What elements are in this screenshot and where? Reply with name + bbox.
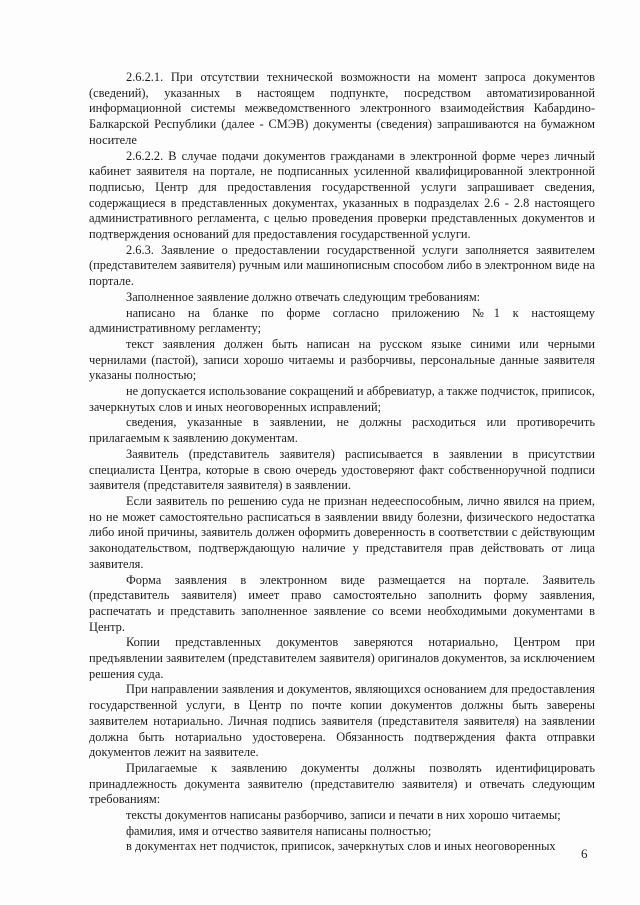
paragraph-power-of-attorney: Если заявитель по решению суда не признан недееспособным, лично явился на прием, но не может самостоятельно расписаться в заявлении ввиду болезни, физического недостатка либо иной причины, заявитель должен оформить доверенность в соответствии с действующим законодательством, подтверждающую наличие у представителя прав действовать от лица заявителя. (89, 493, 595, 571)
paragraph-requirements-intro: Заполненное заявление должно отвечать следующим требованиям: (126, 289, 481, 304)
paragraph-requirement-consistency: сведения, указанные в заявлении, не должны расходиться или противоречить прилагаемым к заявлению документам. (89, 415, 595, 446)
paragraph-attachments: Прилагаемые к заявлению документы должны позволять идентифицировать принадлежность документа заявителю (представителю заявителя) и отвечать следующим требованиям: (89, 760, 595, 807)
paragraph-postal: При направлении заявления и документов, являющихся основанием для предоставления государственной услуги, в Центр по почте копии документов должны быть заверены заявителем нотариально. Личная подпись заявителя (представителя заявителя) на заявлении должна быть нотариально удостоверена. Обязанность подтверждения факта отправки документов лежит на заявителе. (89, 682, 595, 760)
paragraph-electronic-form: Форма заявления в электронном виде размещается на портале. Заявитель (представитель заявителя) имеет право самостоятельно заполнить форму заявления, распечатать и представить заполненное заявление со всеми необходимыми документами в Центр. (89, 572, 595, 634)
paragraph-copies: Копии представленных документов заверяются нотариально, Центром при предъявлении заявителем (представителем заявителя) оригиналов документов, за исключением решения суда. (89, 635, 595, 681)
paragraph-requirement-form: написано на бланке по форме согласно приложению №1 к настоящему административному регламенту; (89, 305, 595, 336)
paragraph-attachment-no-erasures: в документах нет подчисток, приписок, зачеркнутых слов и иных неоговоренных (126, 839, 556, 854)
paragraph-2-6-2-2: 2.6.2.2. В случае подачи документов гражданами в электронной форме через личный кабинет заявителя на портале, не подписанных усиленной квалифицированной электронной подписью, Центр для предоставления государственной услуги запрашивает сведения, содержащиеся в представленных документах, указанных в подразделах 2.6 - 2.8 настоящего административного регламента, с целью проведения проверки представленных документов и подтверждения оснований для предоставления государственной услуги. (89, 148, 595, 242)
page-number: 6 (581, 846, 588, 861)
paragraph-2-6-2-1: 2.6.2.1. При отсутствии технической возможности на момент запроса документов (сведений), указанных в настоящем подпункте, посредством автоматизированной информационной системы межведомственного электронного взаимодействия Кабардино-Балкарской Республики (далее - СМЭВ) документы (сведения) запрашиваются на бумажном носителе (89, 70, 595, 147)
paragraph-requirement-abbreviations: не допускается использование сокращений и аббревиатур, а также подчисток, приписок, зачеркнутых слов и иных неоговоренных исправлений; (89, 384, 595, 414)
body-text (89, 70, 595, 855)
paragraph-attachment-name: фамилия, имя и отчество заявителя написаны полностью; (126, 823, 432, 838)
paragraph-2-6-3: 2.6.3. Заявление о предоставлении государственной услуги заполняется заявителем (представителем заявителя) ручным или машинописным способом либо в электронном виде на портале. (89, 242, 595, 289)
paragraph-requirement-language: текст заявления должен быть написан на русском языке синими или черными чернилами (пастой), записи хорошо читаемы и разборчивы, персональные данные заявителя указаны полностью; (89, 336, 595, 383)
paragraph-signature: Заявитель (представитель заявителя) расписывается в заявлении в присутствии специалиста Центра, которые в свою очередь удостоверяют факт собственноручной подписи заявителя (представителя заявителя) в заявлении. (89, 446, 595, 493)
paragraph-attachment-legible: тексты документов написаны разборчиво, записи и печати в них хорошо читаемы; (126, 808, 561, 823)
